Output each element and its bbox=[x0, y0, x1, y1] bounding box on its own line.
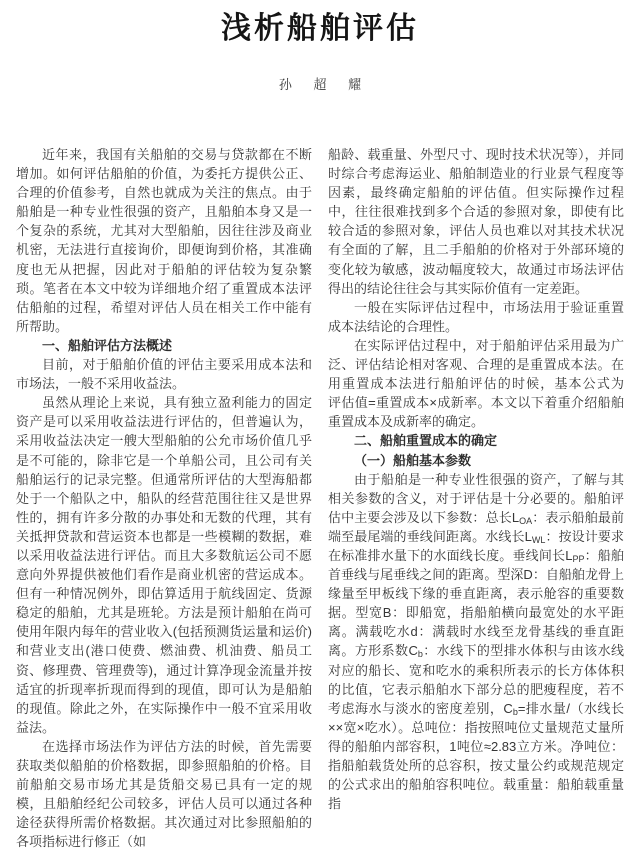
param-text-segment: 由于船舶是一种专业性很强的资产，了解与其相关参数的含义，对于评估是十分必要的。船舶评估中主要会涉及以下参数：总长L bbox=[328, 471, 624, 525]
two-column-body bbox=[16, 145, 638, 851]
paragraph-methods-used: 目前，对于船舶价值的评估主要采用成本法和市场法，一般不采用收益法。 bbox=[16, 357, 312, 392]
section-heading-replacement-cost: 二、船舶重置成本的确定 bbox=[354, 433, 498, 449]
section-heading-methods-overview: 一、船舶评估方法概述 bbox=[42, 337, 173, 353]
subscript-lwl: WL bbox=[531, 534, 546, 545]
param-text-segment: ：船舶首垂线与尾垂线之间的距离。型深D：自船舶龙骨上缘量至甲板线下缘的垂直距离，表示舱容的重要数据。型宽B：即船宽，指船舶横向最宽处的水平距离。满载吃水d：满载时水线至龙骨基线的垂直距离。方形系数C bbox=[328, 547, 624, 659]
param-text-segment: ：水线下的型排水体积与由该水线对应的船长、宽和吃水的乘积所表示的长方体体积的比值，它表示船舶水下部分总的肥瘦程度，若不考虑海水与淡水的密度差别，C bbox=[328, 643, 624, 716]
subscript-loa: OA bbox=[519, 515, 533, 526]
paragraph-income-approach: 虽然从理论上来说，具有独立盈利能力的固定资产是可以采用收益法进行评估的，但普遍认为，采用收益法决定一艘大型船舶的公允市场价值几乎是不可能的，除非它是一个单船公司，且公司有关船舶运行的记录完整。但通常所评估的大型海船都处于一个船队之中，船队的经营范围往往又是世界性的，拥有许多分散的办事处和无数的代理，其有关抵押贷款和营运资本也都是一些模糊的数据，难以采用收益法进行评估。而且大多数航运公司不愿意向外界提供被他们看作是商业机密的营运成本。但有一种情况例外，即估算适用于航线固定、货源稳定的船舶，尤其是班轮。方法是预计船舶在尚可使用年限内每年的营业收入(包括预测货运量和运价)和营业支出(港口使费、燃油费、机油费、船员工资、修理费、管理费等)，通过计算净现金流量并按适宜的折现率折现而得到的现值，即可认为是船舶的现值。除此之外，在实际操作中一般不宜采用收益法。 bbox=[16, 395, 312, 735]
paragraph-intro: 近年来，我国有关船舶的交易与贷款都在不断增加。如何评估船舶的价值，为委托方提供公正、合理的价值参考，自然也就成为关注的焦点。由于船舶是一种专业性很强的资产，且船舶本身又是一个复杂的系统，尤其对大型船舶，因往往涉及商业机密，无法进行直接询价，即便询到价格，其准确度也无从把握，因此对于船舶的评估较为复杂繁琐。笔者在本文中较为详细地介绍了重置成本法评估船舶的过程，希望对评估人员在相关工作中能有所帮助。 bbox=[16, 147, 312, 334]
author-name: 孙 超 耀 bbox=[278, 77, 371, 92]
subsection-heading-basic-parameters: （一）船舶基本参数 bbox=[354, 452, 472, 468]
subscript-cb: b bbox=[512, 706, 518, 717]
right-column bbox=[328, 145, 638, 851]
paragraph-market-validation: 一般在实际评估过程中，市场法用于验证重置成本法结论的合理性。 bbox=[328, 299, 624, 334]
subscript-lpp: PP bbox=[572, 553, 585, 564]
paragraph-market-approach-continued: 船龄、载重量、外型尺寸、现时技术状况等），并同时综合考虑海运业、船舶制造业的行业景气程度等因素，最终确定船舶的评估值。但实际操作过程中，往往很难找到多个合适的参照对象，即使有比较合适的参照对象，评估人员也难以对其技术状况有全面的了解，且二手船舶的价格对于外部环境的变化较为敏感，波动幅度较大，故通过市场法评估得出的结论往往会与其实际价值有一定差距。 bbox=[328, 147, 624, 296]
subscript-cb: b bbox=[417, 649, 423, 660]
left-column bbox=[16, 145, 312, 851]
param-text-segment: =排水量/（水线长××宽×吃水）。总吨位：指按照吨位丈量规范丈量所得的船舶内部容积，1吨位≈2.83立方米。净吨位：指船舶载货处所的总容积，按丈量公约或规范规定的公式求出的船舶容积吨位。载重量：船舶载重量指 bbox=[328, 700, 624, 812]
paragraph-replacement-cost-formula: 在实际评估过程中，对于船舶评估采用最为广泛、评估结论相对客观、合理的是重置成本法。在用重置成本法进行船舶评估的时候，基本公式为 评估值=重置成本×成新率。本文以下着重介绍船舶重置成本及成新率的确定。 bbox=[328, 337, 638, 430]
param-text-segment: ：表示船舶最前端至最尾端的垂线间距离。水线长L bbox=[328, 509, 624, 544]
param-text-segment: ：按设计要求在标准排水量下的水面线长度。垂线间长L bbox=[328, 528, 624, 563]
paragraph-market-approach-start: 在选择市场法作为评估方法的时候，首先需要获取类似船舶的价格数据，即参照船舶的价格。目前船舶交易市场尤其是货船交易已具有一定的规模，且船舶经纪公司较多，评估人员可以通过各种途径获得所需价格数据。其次通过对比参照船舶的各项指标进行修正（如 bbox=[16, 738, 312, 850]
page-title: 浅析船舶评估 bbox=[221, 12, 419, 45]
paragraph-ship-parameters bbox=[328, 470, 624, 814]
